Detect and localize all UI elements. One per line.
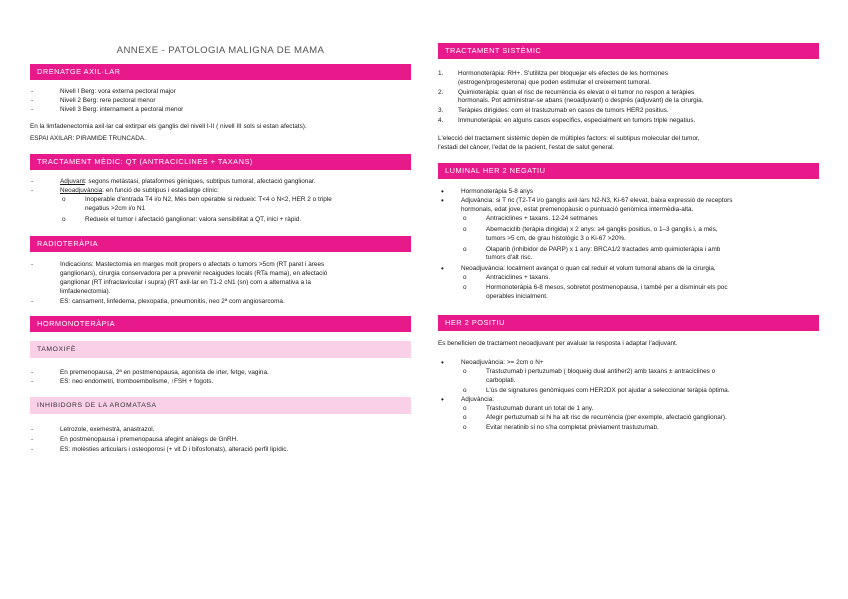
neoadjuvancia-label: Neoadjuvància xyxy=(60,186,103,194)
sub-list-item: o Evitar neratinib si no s'ha completat prèviament trastuzumab. xyxy=(463,424,659,432)
list-item: - Nivell 3 Berg: internament a pectoral menor xyxy=(60,106,411,115)
list-item: • Neoadjuvància: >= 2cm o N+ o Trastuzumab i pertuzumab ( bloqueig dual antiher2) amb taxans ± antraciclines o carboplati. o L'ús de signatures genòmiques com HER2DX pot ajudar a seleccionar teràpia òptima. xyxy=(461,359,819,395)
sub-list-item: o Hormonoteràpia 6-8 mesos, sobretot postmenopausa, i també per a disminuir els poc operables inicialment. xyxy=(463,283,728,300)
inhibidors-list xyxy=(30,425,411,455)
sub-list-item: o Olaparib (inhibidor de PARP) x 1 any: BRCA1/2 tractades amb quimioteràpia i amb tumors d'alt risc. xyxy=(463,245,721,262)
list-item: • Adjuvància: o Trastuzumab durant un total de 1 any. o Afegir pertuzumab si hi ha alt risc de recurrència (per exemple, afectació ganglionar). o Evitar neratinib si no s'ha completat prèviament trastuzumab. xyxy=(461,396,819,433)
list-item: - ES: molèsties articulars i osteoporosi (+ vit D i bifosfonats), alteració perfil lipídic. xyxy=(60,445,411,455)
section-heading-radioterapia: RADIOTERÀPIA xyxy=(30,236,411,252)
espai-axilar: ESPAI AXILAR: PIRAMIDE TRUNCADA. xyxy=(30,135,146,143)
list-item: 4. Immunoteràpia: en alguns casos específics, especialment en tumors triple negatius. xyxy=(438,117,696,125)
list-item: - Indicacions: Mastectomia en marges molt propers o afectats o tumors >5cm (RT paret i àrees ganglionars), cirurgia conservadora per a prevenir recaigudes locals (RTa mama), en afectació ganglionar (RT infraclavicular i supra) (RT axil·lar en T1-2 cN1 (sn) com a alternativa a la limfadenectomia). xyxy=(60,261,411,296)
sub-list-item: o Trastuzumab i pertuzumab ( bloqueig dual antiher2) amb taxans ± antraciclines o carboplati. xyxy=(463,368,716,385)
tamoxife-list xyxy=(30,369,411,387)
drenatge-note: En la limfadenectomia axil·lar cal extirpar els ganglis del nivell I-II ( nivell III sols si estan afectats). xyxy=(30,123,307,131)
sub-list-item: o Antraciclines + taxans. xyxy=(463,274,551,282)
list-item: - En postmenopausa i premenopausa afegint anàlegs de GnRH. xyxy=(60,435,411,445)
neoadjuvancia-sublist xyxy=(60,196,411,225)
neoadjuvancia-text: : en funció de subtipus i estadiatge clínic: xyxy=(102,186,219,194)
section-heading-her2: HER 2 POSITIU xyxy=(438,315,819,331)
section-heading-drenatge: DRENATGE AXIL·LAR xyxy=(30,64,411,80)
sub-list-item: o Antraciclines + taxans. 12-24 setmanes xyxy=(463,215,598,223)
list-item xyxy=(60,187,411,225)
document-title: ANNEXE - PATOLOGIA MALIGNA DE MAMA xyxy=(116,45,325,56)
section-heading-luminal: LUMINAL HER 2 NEGATIU xyxy=(438,163,819,179)
right-column xyxy=(438,0,819,433)
list-item: - ES: neo endometri, tromboembolisme, ↑FSH + fogots. xyxy=(60,378,411,387)
subheading-tamoxife: TAMOXIFÈ xyxy=(30,341,411,358)
sub-list-item: o Afegir pertuzumab si hi ha alt risc de recurrència (per exemple, afectació ganglionar). xyxy=(463,414,727,422)
tractament-medic-list xyxy=(30,178,411,225)
adjuvancia-sublist xyxy=(461,215,819,263)
sistemic-list xyxy=(438,70,819,126)
sistemic-paragraph: L'elecció del tractament sistèmic depèn de múltiples factors: el subtipus molecular del tumor, l'estadi del càncer, l'edat de la pacient, l'estat de salut general. xyxy=(438,134,700,151)
sub-list-item: o Inoperable d'entrada T4 i/o N2, Més ben operable si redueix: T<4 o N<2, HER 2 o triple negatius >2cm i/o N1 xyxy=(62,195,332,212)
section-heading-hormonoterapia: HORMONOTERÀPIA xyxy=(30,316,411,332)
sub-list-item: o L'ús de signatures genòmiques com HER2DX pot ajudar a seleccionar teràpia òptima. xyxy=(463,386,730,394)
list-item: 1. Hormonoteràpia: RH+. S'utilitza per bloquejar els efectes de les hormones (estrogen/progesterona) que poden estimular el creixement tumoral. xyxy=(438,70,668,86)
list-item: - ES: cansament, linfedema, plexopatia, pneumonitis, neo 2ª com angiosarcoma. xyxy=(60,298,411,307)
adjuvant-label: Adjuvant xyxy=(60,178,85,186)
neoadjuvancia-sublist xyxy=(461,274,819,301)
sub-list-item: o Trastuzumab durant un total de 1 any. xyxy=(463,404,594,412)
her2-list xyxy=(438,359,819,433)
list-item: • Adjuvància: si T ric (T2-T4 i/o ganglis axil·lars N2-N3, Ki-67 elevat, baixa expressió de receptors hormonals, edat jove, estat premenopàusic o puntuació genòmica intermèdia-alta. o Antraciclines + taxans. 12-24 setmanes o Abemaciclib (teràpia dirigida) x 2 anys: ≥4 ganglis positius, o 1–3 ganglis i, a més, tumors >5 cm, de grau histològic 3 o Ki-67 >20%. o Olaparib (inhibidor de PARP) x 1 any: BRCA1/2 tractades amb quimioteràpia i amb tumors d'alt risc. xyxy=(461,197,819,263)
section-heading-sistemic: TRACTAMENT SISTÈMIC xyxy=(438,43,819,59)
list-item: - Nivell I Berg: vora externa pectoral major xyxy=(60,88,411,97)
luminal-list xyxy=(438,188,819,302)
her2-intro: Es beneficien de tractament neoadjuvant per avaluar la resposta i adaptar l'adjuvant. xyxy=(438,339,678,347)
list-item: 3. Teràpies dirigides: com el trastuzumab en casos de tumors HER2 positius. xyxy=(438,107,669,115)
section-heading-tractament-medic: TRACTAMENT MÈDIC: QT (ANTRACICLINES + TAXANS) xyxy=(30,154,411,170)
sub-list-item: o Redueix el tumor i afectació ganglionar: valora sensibilitat a QT, inici + ràpid. xyxy=(62,216,302,224)
list-item: • Hormonoteràpia 5-8 anys xyxy=(461,188,819,197)
list-item: - En premenopausa, 2ª en postmenopausa, agonista de irter, fetge, vagina. xyxy=(60,369,411,378)
subheading-inhibidors: INHIBIDORS DE LA AROMATASA xyxy=(30,397,411,414)
list-item: - Nivell 2 Berg: rere pectoral menor xyxy=(60,97,411,106)
list-item: 2. Quimioteràpia: quan el risc de recurrència és elevat o el tumor no respon a teràpies hormonals. Pot administrar-se abans (neoadjuvant) o després (adjuvant) de la cirurgia. xyxy=(438,88,704,105)
radioterapia-list xyxy=(30,261,411,306)
list-item xyxy=(60,178,411,187)
her2-neo-sublist xyxy=(461,368,819,395)
adjuvant-text: : segons metàstasi, plataformes gèniques, subtipus tumoral, afectació ganglionar. xyxy=(84,178,316,186)
sub-list-item: o Abemaciclib (teràpia dirigida) x 2 anys: ≥4 ganglis positius, o 1–3 ganglis i, a més, tumors >5 cm, de grau histològic 3 o Ki-67 >20%. xyxy=(463,225,718,242)
left-column xyxy=(30,0,411,455)
list-item: • Neoadjuvància: localment avançat o quan cal reduir el volum tumoral abans de la cirurgia, o Antraciclines + taxans. o Hormonoteràpia 6-8 mesos, sobretot postmenopausa, i també per a disminuir els poc operables inicialment. xyxy=(461,265,819,301)
her2-adj-sublist xyxy=(461,405,819,433)
list-item: - Letrozole, exemestrà, anastrazol. xyxy=(60,425,411,435)
drenatge-list xyxy=(30,88,411,114)
